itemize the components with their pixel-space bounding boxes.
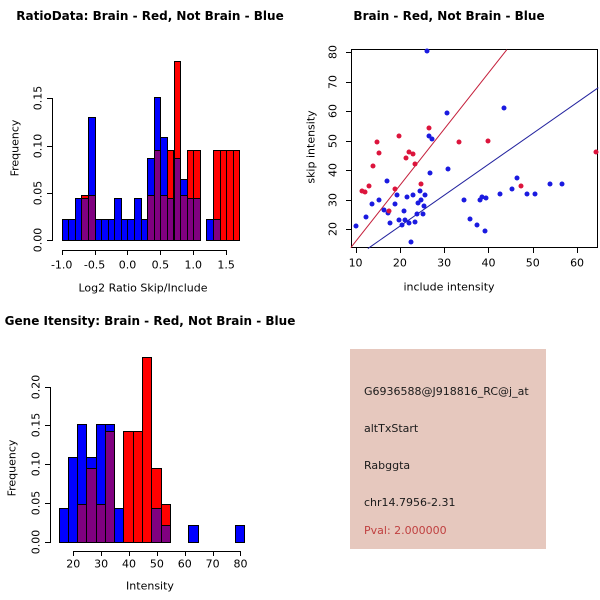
blue-point [560,181,565,186]
y-axis-tick [45,503,50,504]
red-point [426,125,431,130]
y-axis-tick [47,240,52,241]
red-point [363,190,368,195]
y-tick-label: 0.15 [29,413,43,438]
blue-point [406,221,411,226]
y-axis-tick [45,387,50,388]
panel-scatter [300,0,600,300]
ratio-hist-xlabel: Log2 Ratio Skip/Include [78,281,208,295]
x-tick-label: 50 [525,256,540,270]
red-point [396,133,401,138]
blue-point [483,228,488,233]
blue-point [415,212,420,217]
hist-bar [233,150,241,241]
x-axis-tick [400,248,401,253]
blue-point [411,193,416,198]
blue-point [497,191,502,196]
x-tick-label: 60 [177,557,192,571]
x-axis-tick [157,551,158,556]
x-tick-label: 1.5 [217,258,235,272]
y-axis-tick [346,141,351,142]
gene-symbol-text: Rabggta [364,459,411,472]
hist-bar [235,525,245,543]
red-point [486,139,491,144]
y-tick-label: 0.10 [29,451,43,477]
y-axis-tick [45,542,50,543]
y-tick-label: 0.10 [31,133,45,158]
red-point [412,161,417,166]
y-tick-label: 60 [326,104,340,119]
x-axis-tick [95,250,96,255]
red-point [376,150,381,155]
blue-point [354,224,359,229]
blue-point [384,178,389,183]
x-axis-tick [488,248,489,253]
blue-point [393,202,398,207]
blue-point [484,196,489,201]
gene-hist-ylabel: Frequency [5,439,19,497]
blue-point [425,48,430,53]
red-point [375,140,380,145]
x-axis-tick [193,250,194,255]
red-point [457,139,462,144]
y-axis-line [50,387,51,543]
x-axis-line [62,250,226,251]
x-axis-tick [213,551,214,556]
scatter-ylabel: skip intensity [304,110,318,184]
y-tick-label: 30 [326,192,340,207]
y-axis-line [52,98,53,241]
x-tick-label: -0.5 [83,258,106,272]
x-tick-label: 20 [66,557,81,571]
x-tick-label: 40 [122,557,137,571]
hist-bar [188,525,198,543]
blue-point [417,188,422,193]
x-axis-tick [356,248,357,253]
blue-point [404,194,409,199]
location-text: chr14.7956-2.31 [364,496,456,509]
blue-point [363,215,368,220]
red-point [594,149,599,154]
y-axis-tick [346,111,351,112]
x-axis-tick [73,551,74,556]
y-axis-tick [45,425,50,426]
blue-point [394,193,399,198]
scatter-xlabel: include intensity [403,280,495,294]
blue-point [412,219,417,224]
blue-point [369,202,374,207]
blue-point [474,222,479,227]
ratio-hist-ylabel: Frequency [8,119,22,177]
blue-point [524,191,529,196]
x-tick-label: -1.0 [50,258,73,272]
y-axis-tick [47,193,52,194]
x-tick-label: 30 [437,256,452,270]
x-axis-tick [240,551,241,556]
blue-point [509,187,514,192]
x-axis-tick [577,248,578,253]
red-point [367,184,372,189]
blue-point [427,171,432,176]
y-tick-label: 20 [326,222,340,237]
red-point [418,181,423,186]
blue-point [461,197,466,202]
y-axis-tick [346,200,351,201]
ratio-hist-title: RatioData: Brain - Red, Not Brain - Blue [16,9,284,23]
y-tick-label: 0.05 [31,180,45,206]
y-axis-tick [346,52,351,53]
red-point [371,163,376,168]
y-axis-tick [346,82,351,83]
pval-text: Pval: 2.000000 [364,524,447,537]
x-tick-label: 0.0 [118,258,137,272]
blue-point [377,197,382,202]
panel-ratio-histogram [0,0,300,300]
blue-point [514,175,519,180]
blue-point [445,110,450,115]
y-axis-tick [346,170,351,171]
blue-point [402,209,407,214]
blue-point [419,197,424,202]
event-type-text: altTxStart [364,422,419,435]
x-tick-label: 20 [392,256,407,270]
y-tick-label: 50 [326,133,340,148]
panel-gene-info [300,300,600,600]
blue-point [408,240,413,245]
blue-point [423,193,428,198]
blue-point [387,221,392,226]
panel-gene-histogram [0,300,300,600]
x-axis-tick [533,248,534,253]
scatter-plot-box [351,49,599,248]
blue-point [421,212,426,217]
x-tick-label: 10 [348,256,363,270]
y-axis-tick [47,98,52,99]
x-tick-label: 40 [481,256,496,270]
x-tick-label: 0.5 [151,258,170,272]
y-tick-label: 70 [326,74,340,89]
scatter-title: Brain - Red, Not Brain - Blue [353,9,545,23]
x-tick-label: 1.0 [184,258,202,272]
x-axis-tick [127,250,128,255]
x-tick-label: 30 [94,557,109,571]
red-point [393,187,398,192]
x-tick-label: 60 [570,256,585,270]
x-tick-label: 70 [205,557,220,571]
blue-point [547,181,552,186]
hist-bar-overlap [193,198,201,241]
red-point [386,209,391,214]
gene-info-box [350,349,546,549]
y-axis-tick [346,229,351,230]
y-tick-label: 0.05 [29,490,43,516]
y-tick-label: 40 [326,163,340,178]
blue-point [501,106,506,111]
y-axis-tick [47,146,52,147]
red-point [410,151,415,156]
x-tick-label: 80 [233,557,248,571]
y-tick-label: 0.00 [31,227,45,253]
blue-point [430,137,435,142]
y-axis-tick [45,464,50,465]
x-axis-tick [101,551,102,556]
gene-hist-title: Gene Itensity: Brain - Red, Not Brain - Blue [4,314,296,328]
x-axis-tick [444,248,445,253]
blue-point [422,203,427,208]
hist-bar-overlap [161,525,171,543]
red-point [519,184,524,189]
x-tick-label: 50 [149,557,164,571]
x-axis-tick [160,250,161,255]
x-axis-tick [185,551,186,556]
y-tick-label: 0.15 [31,86,45,111]
x-axis-tick [129,551,130,556]
y-tick-label: 0.20 [29,374,43,399]
y-tick-label: 0.00 [29,529,43,554]
x-axis-tick [226,250,227,255]
x-axis-tick [62,250,63,255]
y-tick-label: 80 [326,45,340,60]
probe-id-text: G6936588@J918816_RC@j_at [364,385,529,398]
blue-point [400,222,405,227]
blue-point [468,216,473,221]
blue-point [445,166,450,171]
blue-point [533,191,538,196]
gene-hist-xlabel: Intensity [126,579,174,593]
red-point [404,156,409,161]
